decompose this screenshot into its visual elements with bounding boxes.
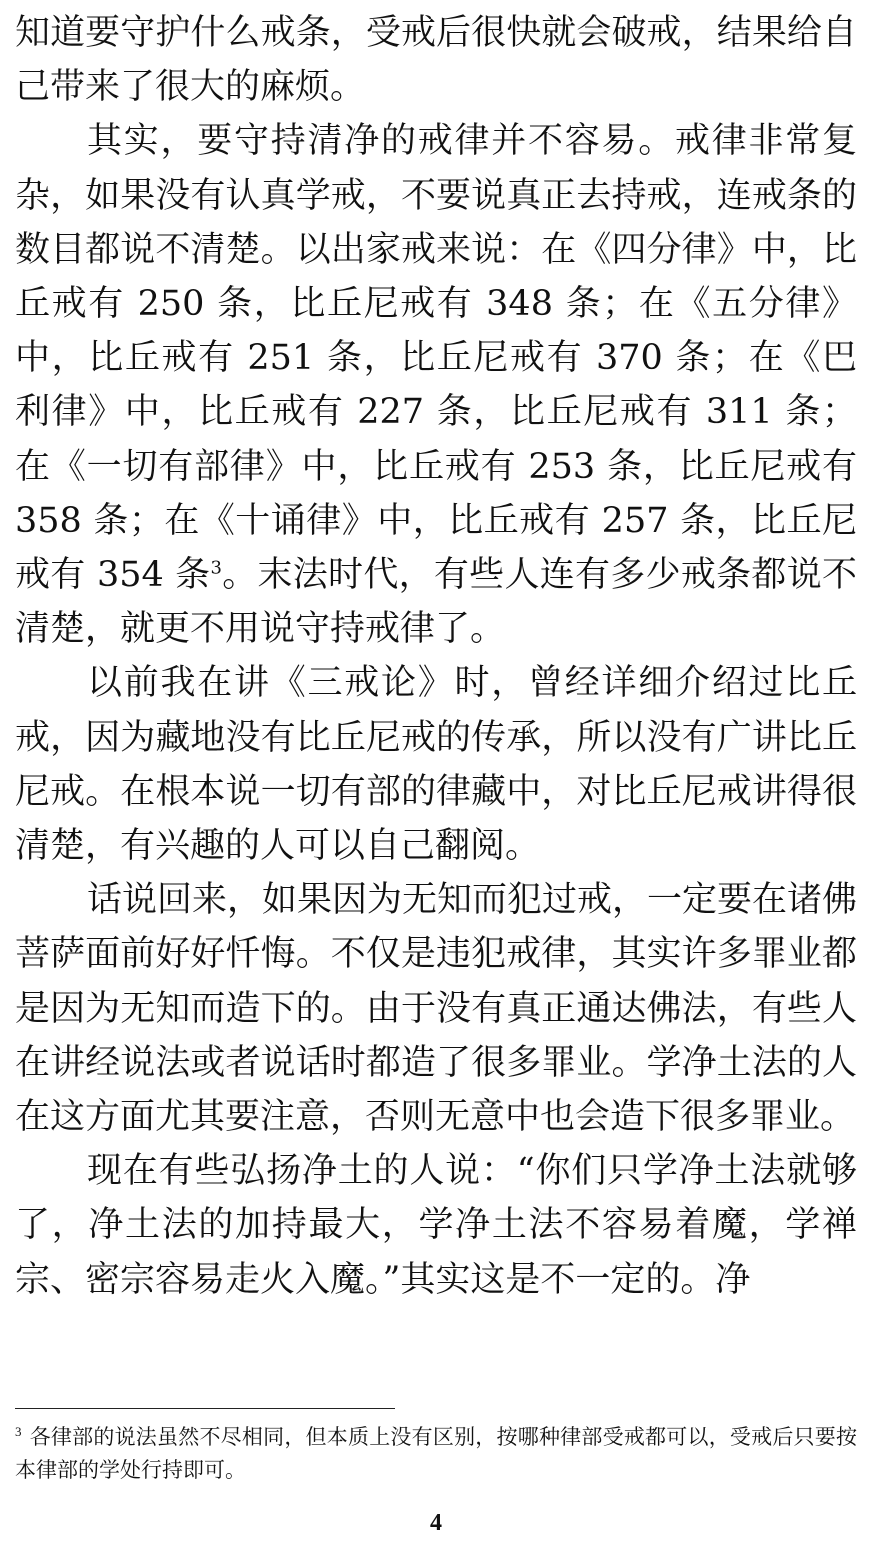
footnote-text: 各律部的说法虽然不尽相同，但本质上没有区别，按哪种律部受戒都可以，受戒后只要按本律部的学处行持即可。 xyxy=(15,1425,857,1482)
body-text xyxy=(15,6,857,1307)
footnote xyxy=(15,1421,857,1487)
paragraph-1: 知道要守护什么戒条，受戒后很快就会破戒，结果给自己带来了很大的麻烦。 xyxy=(15,13,857,108)
paragraph-2 xyxy=(15,114,857,656)
paragraph-4: 话说回来，如果因为无知而犯过戒，一定要在诸佛菩萨面前好好忏悔。不仅是违犯戒律，其实许多罪业都是因为无知而造下的。由于没有真正通达佛法，有些人在讲经说法或者说话时都造了很多罪业。学净土法的人在这方面尤其要注意，否则无意中也会造下很多罪业。 xyxy=(15,880,858,1138)
paragraph-2-text-after: 。末法时代，有些人连有多少戒条都说不清楚，就更不用说守持戒律了。 xyxy=(15,555,857,650)
paragraph-2-text-before: 其实，要守持清净的戒律并不容易。戒律非常复杂，如果没有认真学戒，不要说真正去持戒，连戒条的数目都说不清楚。以出家戒来说：在《四分律》中，比丘戒有 250 条，比丘尼戒有 348 条；在《五分律》中，比丘戒有 251 条，比丘尼戒有 370 条；在《巴利律》中，比丘戒有 227 条，比丘尼戒有 311 条；在《一切有部律》中，比丘戒有 253 条，比丘尼戒有 358 条；在《十诵律》中，比丘戒有 257 条，比丘尼戒有 354 条 xyxy=(15,121,857,596)
footnote-number: 3 xyxy=(15,1424,22,1439)
footnote-divider xyxy=(15,1408,395,1409)
paragraph-5: 现在有些弘扬净土的人说：“你们只学净土法就够了，净土法的加持最大，学净土法不容易着魔，学禅宗、密宗容易走火入魔。”其实这是不一定的。净 xyxy=(15,1151,857,1300)
paragraph-3: 以前我在讲《三戒论》时，曾经详细介绍过比丘戒，因为藏地没有比丘尼戒的传承，所以没有广讲比丘尼戒。在根本说一切有部的律藏中，对比丘尼戒讲得很清楚，有兴趣的人可以自己翻阅。 xyxy=(15,663,857,867)
page-number: 4 xyxy=(430,1510,442,1536)
footnote-reference[interactable]: 3 xyxy=(210,557,222,579)
